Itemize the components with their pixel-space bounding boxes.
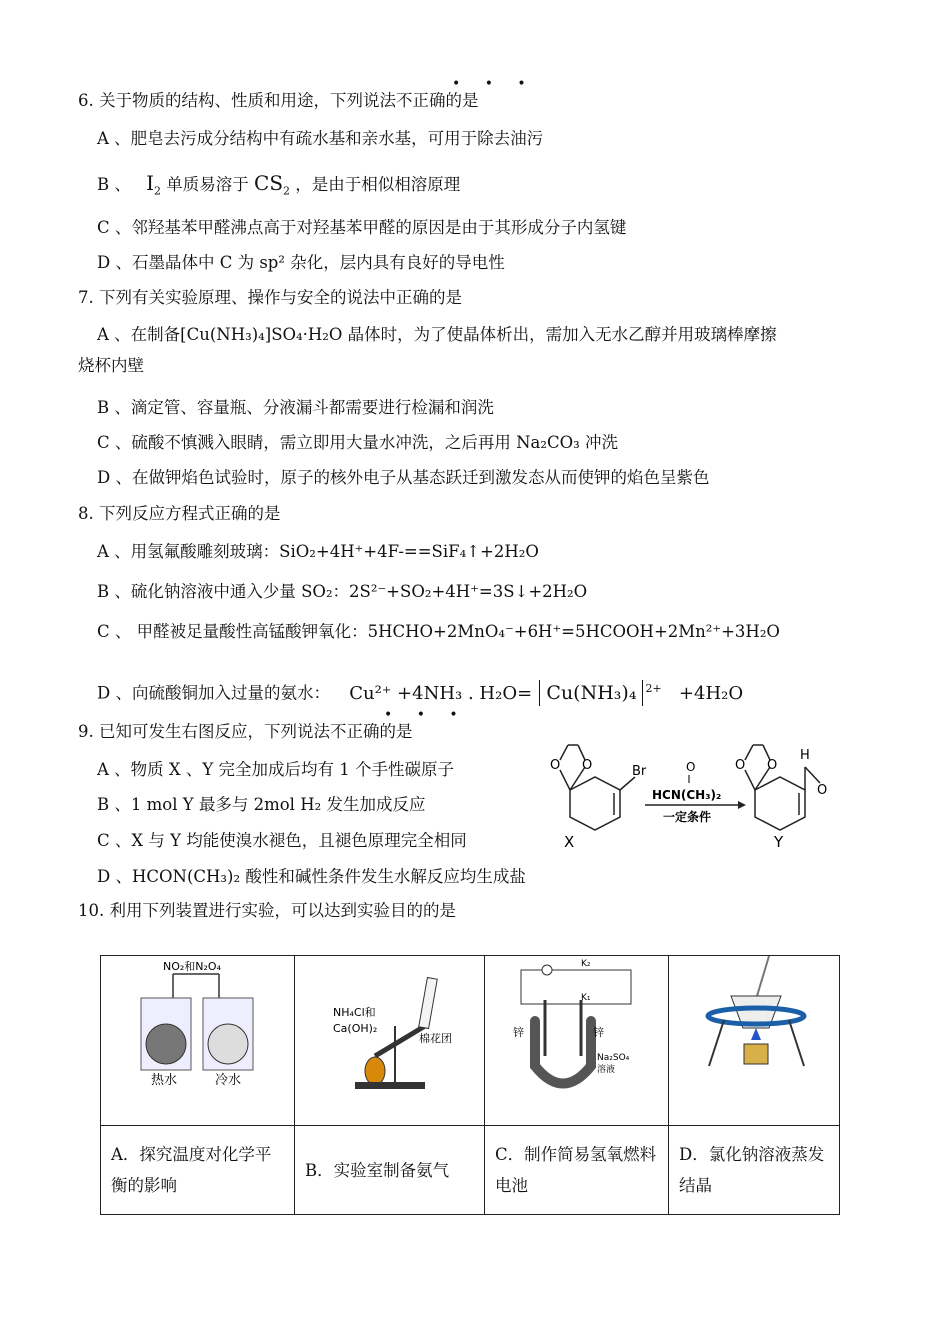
question-8-option-b: B 、硫化钠溶液中通入少量 SO₂：2S²⁻+SO₂+4H⁺=3S↓+2H₂O [97, 582, 588, 601]
reagent-oxygen: O [686, 760, 696, 774]
apparatus-a-cold-label: 冷水 [215, 1073, 242, 1088]
atom-h: H [800, 748, 810, 763]
cs2-formula: CS [254, 171, 284, 195]
apparatus-b-reagent-label: NH₄Cl和 [333, 1006, 376, 1019]
question-9-option-d: D 、HCON(CH₃)₂ 酸性和碱性条件发生水解反应均生成盐 [97, 867, 526, 886]
label-y: Y [774, 833, 784, 851]
label-x: X [564, 833, 575, 851]
apparatus-b-reagent-label-2: Ca(OH)₂ [333, 1022, 378, 1035]
apparatus-a-hot-label: 热水 [151, 1073, 178, 1088]
question-8-option-c: C 、 甲醛被足量酸性高锰酸钾氧化：5HCHO+2MnO₄⁻+6H⁺=5HCOOH+2Mn²⁺+3H₂O [97, 622, 780, 641]
question-9-option-b: B 、1 mol Y 最多与 2mol H₂ 发生加成反应 [97, 795, 426, 814]
apparatus-b-cotton-label: 棉花团 [419, 1032, 452, 1045]
question-7-option-c: C 、硫酸不慎溅入眼睛，需立即用大量水冲洗，之后再用 Na₂CO₃ 冲洗 [97, 433, 619, 452]
equation-right: +4H₂O [678, 682, 744, 704]
apparatus-b-drawing [295, 956, 484, 1121]
apparatus-c-k1-label: K₁ [581, 993, 591, 1003]
question-8-option-d [97, 678, 743, 706]
question-7-option-d: D 、在做钾焰色试验时，原子的核外电子从基态跃迁到激发态从而使钾的焰色呈紫色 [97, 468, 710, 487]
question-6-option-d: D 、石墨晶体中 C 为 sp² 杂化，层内具有良好的导电性 [97, 253, 505, 272]
cs2-subscript: 2 [283, 184, 291, 198]
apparatus-c-zinc-right: 锌 [593, 1026, 604, 1039]
question-7-option-a: A 、在制备[Cu(NH₃)₄]SO₄·H₂O 晶体时，为了使晶体析出，需加入无水乙醇并用玻璃棒摩擦 [97, 325, 777, 344]
iodine-subscript: 2 [154, 184, 162, 198]
iodine-formula: I [146, 171, 155, 195]
apparatus-c-solution-label: Na₂SO₄ [597, 1053, 630, 1063]
option-b-prefix: B 、 [97, 175, 131, 194]
equation-left: Cu²⁺ +4NH₃ . H₂O= [349, 682, 533, 704]
question-6-option-a: A 、肥皂去污成分结构中有疏水基和亲水基，可用于除去油污 [97, 129, 544, 148]
option-d-prefix: D 、向硫酸铜加入过量的氨水： [97, 683, 330, 703]
atom-br: Br [632, 764, 647, 779]
apparatus-table [100, 955, 840, 1215]
question-6-option-b [97, 172, 460, 202]
reaction-condition: 一定条件 [663, 810, 712, 824]
question-6-stem: 6. 关于物质的结构、性质和用途，下列说法不正确的是 [78, 91, 479, 110]
question-8-option-a: A 、用氢氟酸雕刻玻璃：SiO₂+4H⁺+4F-==SiF₄↑+2H₂O [97, 542, 539, 561]
atom-o: O [767, 758, 778, 773]
complex-charge: 2+ [645, 682, 662, 695]
question-10-stem: 10. 利用下列装置进行实验，可以达到实验目的的是 [78, 901, 456, 920]
question-8-stem: 8. 下列反应方程式正确的是 [78, 504, 281, 523]
reaction-scheme [540, 735, 840, 855]
question-9-option-c: C 、X 与 Y 均能使溴水褪色，且褪色原理完全相同 [97, 831, 467, 850]
reagent-formula: HCN(CH₃)₂ [652, 788, 722, 802]
apparatus-c-image [485, 956, 669, 1126]
atom-o: O [817, 783, 828, 798]
complex-bracket [539, 680, 643, 706]
emphasis-dots: • • • [384, 707, 468, 723]
question-6-option-c: C 、邻羟基苯甲醛沸点高于对羟基苯甲醛的原因是由于其形成分子内氢键 [97, 218, 627, 237]
apparatus-c-k2-label: K₂ [581, 959, 591, 969]
question-9-option-a: A 、物质 X 、Y 完全加成后均有 1 个手性碳原子 [97, 760, 455, 779]
apparatus-c-solution-label-2: 溶液 [597, 1065, 616, 1075]
atom-o: O [550, 758, 561, 773]
apparatus-a-image [101, 956, 295, 1126]
complex-formula: Cu(NH₃)₄ [546, 681, 637, 704]
option-b-suffix: ，是由于相似相溶原理 [295, 175, 461, 194]
atom-o: O [735, 758, 746, 773]
apparatus-c-drawing [485, 956, 668, 1121]
emphasis-dots: • • • [452, 76, 536, 92]
option-b-caption: B．实验室制备氨气 [295, 1126, 485, 1215]
option-a-caption: A．探究温度对化学平衡的影响 [101, 1126, 295, 1215]
apparatus-b-image [295, 956, 485, 1126]
apparatus-a-gas-label: NO₂和N₂O₄ [163, 960, 222, 973]
question-7-stem: 7. 下列有关实验原理、操作与安全的说法中正确的是 [78, 288, 462, 307]
apparatus-a-drawing [101, 956, 294, 1121]
option-c-caption: C．制作简易氢氧燃料电池 [485, 1126, 669, 1215]
question-7-option-b: B 、滴定管、容量瓶、分液漏斗都需要进行检漏和润洗 [97, 398, 494, 417]
apparatus-d-image [669, 956, 840, 1126]
atom-o: O [582, 758, 593, 773]
question-7-option-a-continued: 烧杯内壁 [78, 356, 144, 375]
option-d-caption: D．氯化钠溶液蒸发结晶 [669, 1126, 840, 1215]
question-9-stem: 9. 已知可发生右图反应，下列说法不正确的是 [78, 722, 413, 741]
option-b-middle: 单质易溶于 [166, 175, 249, 194]
apparatus-c-zinc-left: 锌 [513, 1026, 524, 1039]
apparatus-d-drawing [669, 956, 839, 1121]
